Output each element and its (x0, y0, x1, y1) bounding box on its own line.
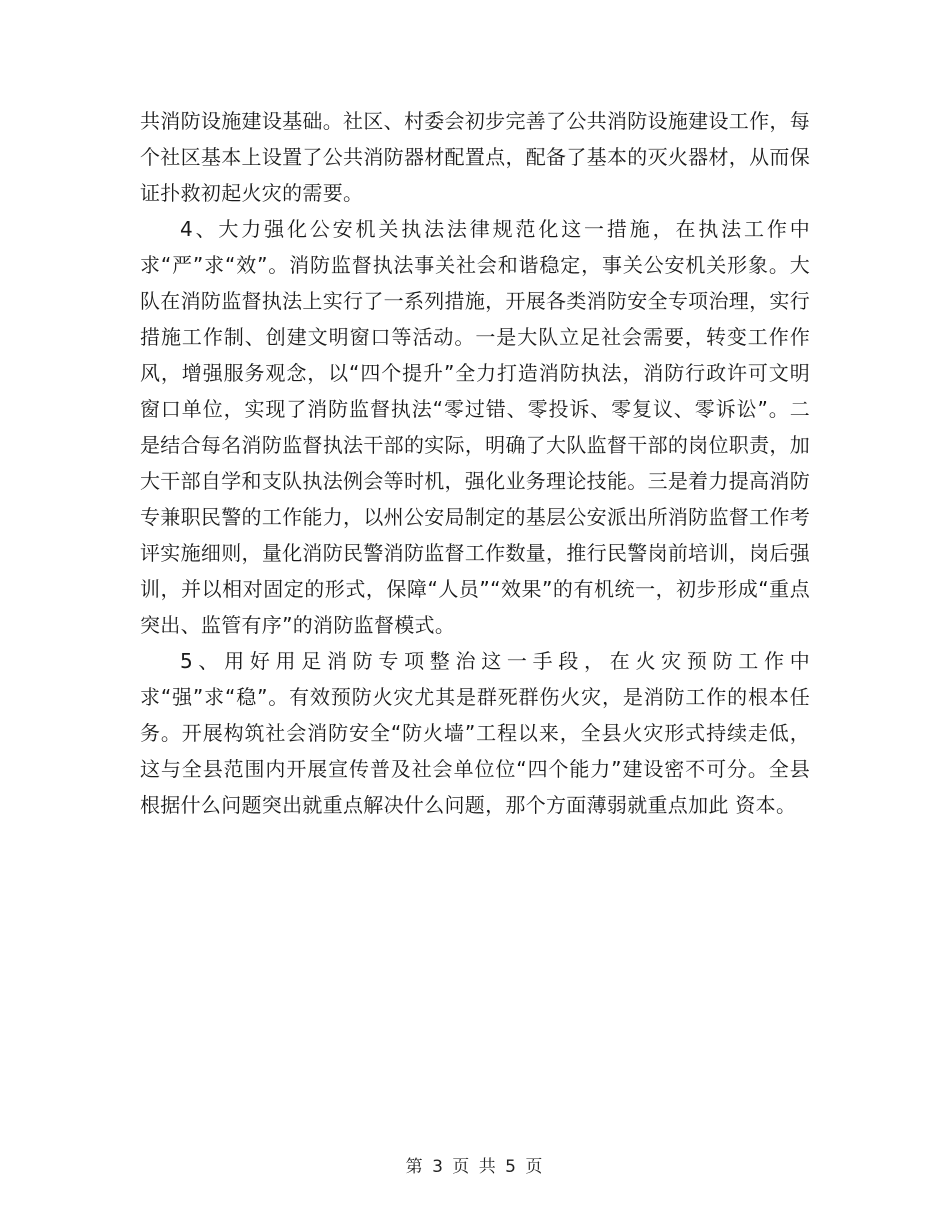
paragraph-item-4: 4、大力强化公安机关执法法律规范化这一措施，在执法工作中求“严”求“效”。消防监督执法事关社会和谐稳定，事关公安机关形象。大队在消防监督执法上实行了一系列措施，开展各类消防安全专项治理，实行措施工作制、创建文明窗口等活动。一是大队立足社会需要，转变工作作风，增强服务观念，以“四个提升”全力打造消防执法，消防行政许可文明窗口单位，实现了消防监督执法“零过错、零投诉、零复议、零诉讼”。二是结合每名消防监督执法干部的实际，明确了大队监督干部的岗位职责，加大干部自学和支队执法例会等时机，强化业务理论技能。三是着力提高消防专兼职民警的工作能力，以州公安局制定的基层公安派出所消防监督工作考评实施细则，量化消防民警消防监督工作数量，推行民警岗前培训，岗后强训，并以相对固定的形式，保障“人员”“效果”的有机统一，初步形成“重点突出、监管有序”的消防监督模式。 (140, 217, 810, 637)
page-number-footer: 第 3 页 共 5 页 (405, 1157, 545, 1177)
document-body (140, 103, 810, 823)
paragraph-item-5: 5、用好用足消防专项整治这一手段，在火灾预防工作中求“强”求“稳”。有效预防火灾尤其是群死群伤火灾，是消防工作的根本任务。开展构筑社会消防安全“防火墙”工程以来，全县火灾形式持续走低，这与全县范围内开展宣传普及社会单位位“四个能力”建设密不可分。全县根据什么问题突出就重点解决什么问题，那个方面薄弱就重点加此 资本。 (140, 649, 810, 817)
paragraph-continuation: 共消防设施建设基础。社区、村委会初步完善了公共消防设施建设工作，每个社区基本上设置了公共消防器材配置点，配备了基本的灭火器材，从而保证扑救初起火灾的需要。 (140, 109, 810, 205)
